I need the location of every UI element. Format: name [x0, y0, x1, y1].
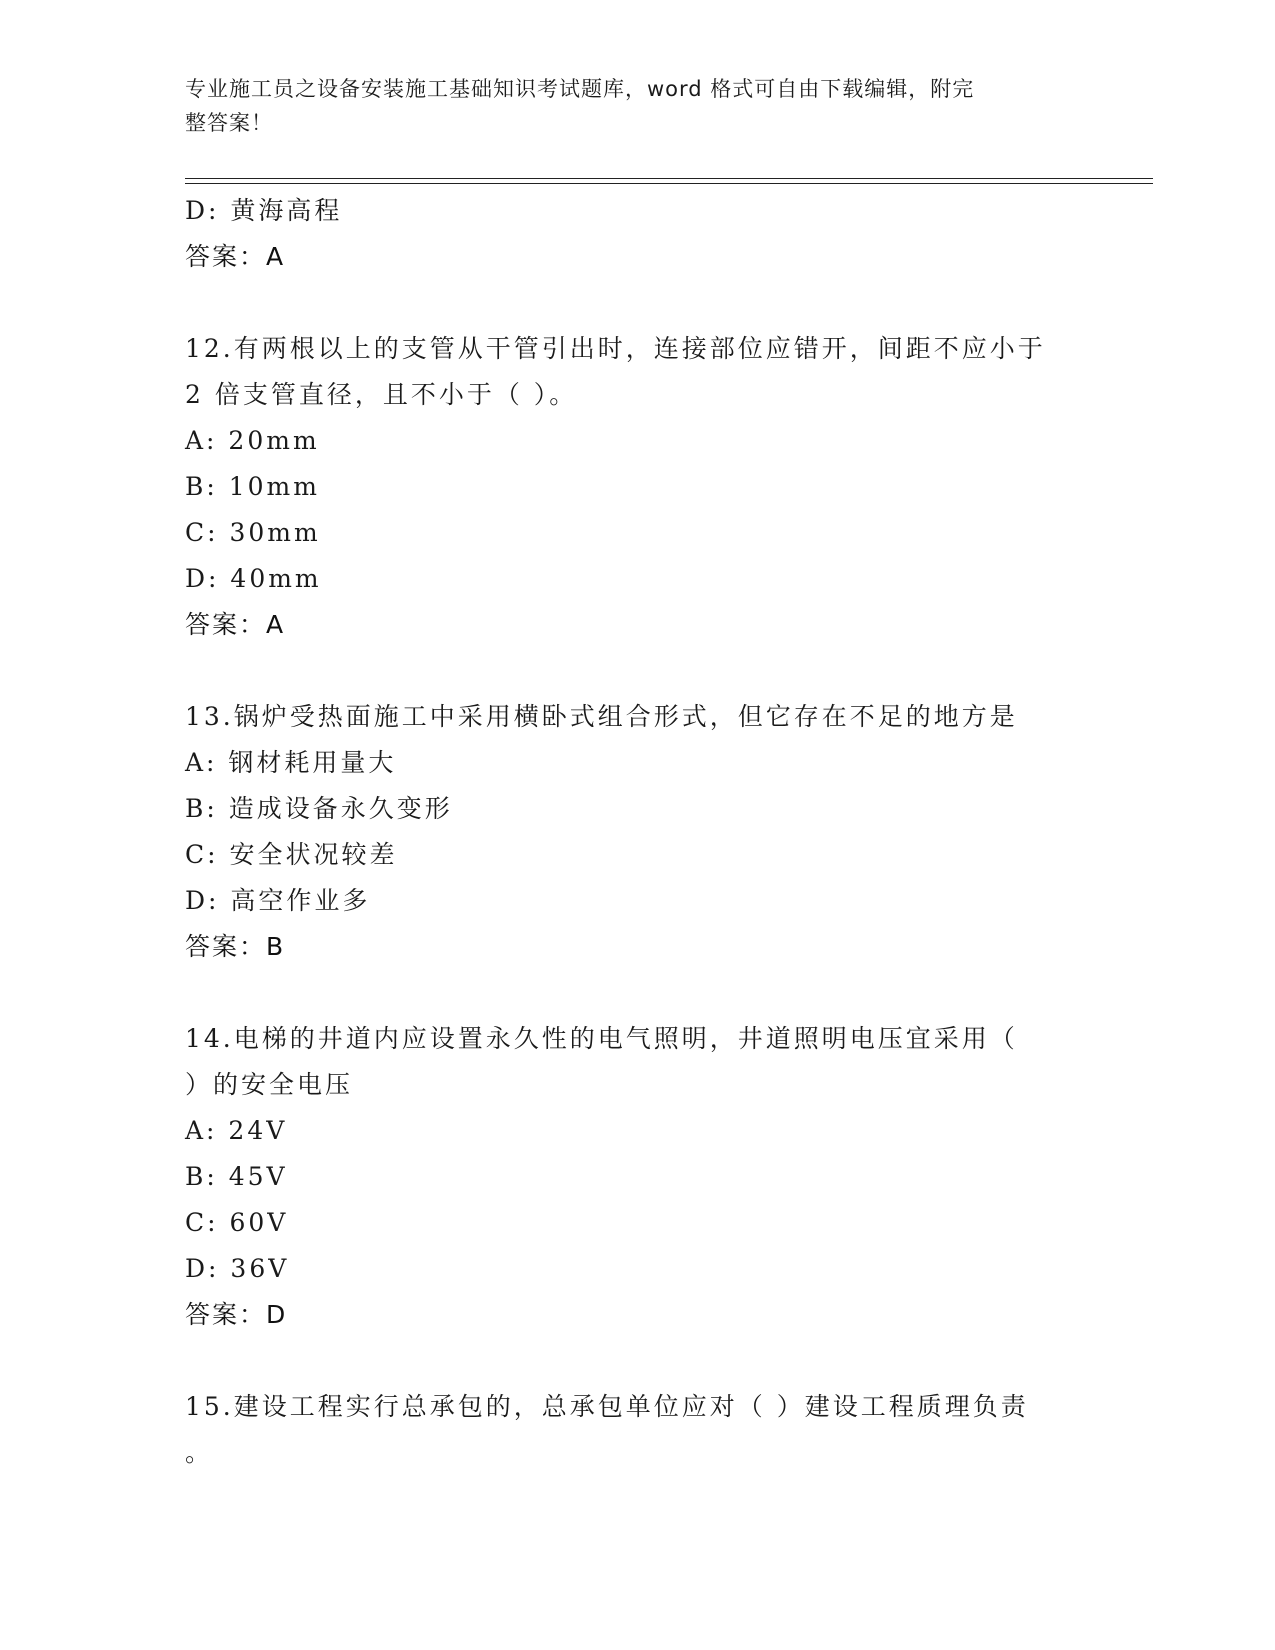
question-stem: 13.锅炉受热面施工中采用横卧式组合形式，但它存在不足的地方是	[185, 702, 1018, 731]
option-a: A: 20mm	[185, 426, 320, 455]
option-d: D: 高空作业多	[185, 886, 371, 915]
option-b: B: 造成设备永久变形	[185, 794, 453, 823]
answer-line: 答案：B	[185, 932, 286, 961]
header-divider-bottom	[185, 183, 1153, 184]
option-b: B: 45V	[185, 1162, 288, 1191]
answer-line: 答案：A	[185, 242, 286, 271]
option-b: B: 10mm	[185, 472, 320, 501]
question-list	[185, 188, 1085, 1476]
option-a: A: 钢材耗用量大	[185, 748, 397, 777]
question-stem: 15.建设工程实行总承包的，总承包单位应对（ ）建设工程质理负责	[185, 1392, 1029, 1421]
option-d: D: 36V	[185, 1254, 290, 1283]
question-stem-continued: ）的安全电压	[185, 1070, 354, 1099]
question-block	[185, 1384, 1085, 1476]
spacer	[185, 648, 1085, 694]
answer-line: 答案：D	[185, 1300, 288, 1329]
option-c: C: 60V	[185, 1208, 289, 1237]
question-stem: 12.有两根以上的支管从干管引出时，连接部位应错开，间距不应小于	[185, 334, 1046, 363]
option-c: C: 30mm	[185, 518, 321, 547]
question-block	[185, 326, 1085, 648]
header-line-1: 专业施工员之设备安装施工基础知识考试题库，word 格式可自由下载编辑，附完	[185, 77, 975, 101]
option-a: A: 24V	[185, 1116, 288, 1145]
header-line-2: 整答案！	[185, 111, 273, 135]
option-d: D: 40mm	[185, 564, 322, 593]
document-header	[185, 72, 1065, 140]
header-divider-top	[185, 178, 1153, 179]
spacer	[185, 280, 1085, 326]
answer-line: 答案：A	[185, 610, 286, 639]
spacer	[185, 1338, 1085, 1384]
spacer	[185, 970, 1085, 1016]
option-c: C: 安全状况较差	[185, 840, 398, 869]
question-block	[185, 694, 1085, 970]
question-stem-continued: 。	[185, 1438, 214, 1467]
question-block	[185, 1016, 1085, 1338]
question-stem: 14.电梯的井道内应设置永久性的电气照明，井道照明电压宜采用（	[185, 1024, 1018, 1053]
option-d: D: 黄海高程	[185, 196, 343, 225]
question-stem-continued: 2 倍支管直径，且不小于（ ）。	[185, 380, 578, 409]
